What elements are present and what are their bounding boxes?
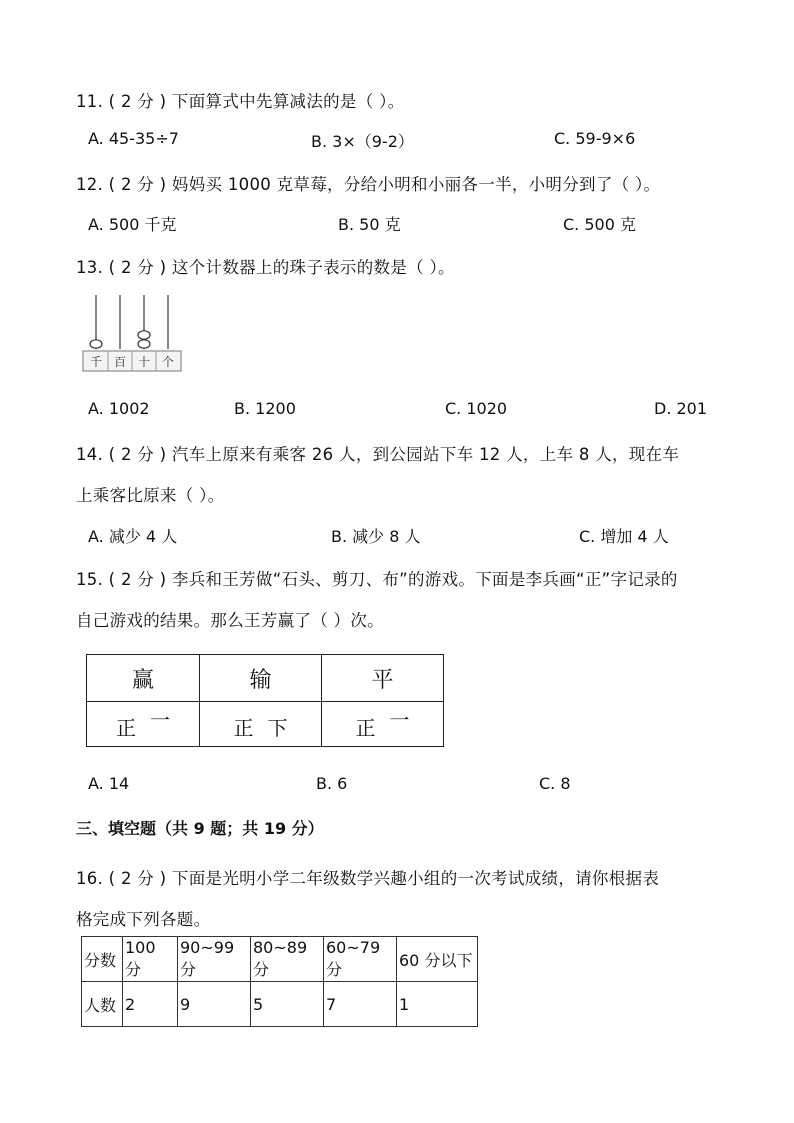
score-header-cell: 分数: [82, 937, 123, 982]
score-header-cell: 60 分以下: [397, 937, 478, 982]
section-title: 三、填空题（共 9 题；共 19 分）: [76, 819, 324, 838]
tally-header-lose: 输: [200, 655, 322, 702]
tally-mark-extra: 一: [389, 707, 410, 732]
score-header-cell: 60~79 分: [324, 937, 397, 982]
question-14-line2: 上乘客比原来（ ）。: [76, 486, 225, 505]
q12-option-c[interactable]: C. 500 克: [563, 215, 636, 234]
question-13-text: 13. ( 2 分 ) 这个计数器上的珠子表示的数是（ ）。: [76, 258, 455, 277]
abacus-bead: [90, 340, 102, 348]
q15-option-c[interactable]: C. 8: [539, 774, 571, 793]
q13-option-d[interactable]: D. 201: [654, 399, 708, 418]
score-count-cell: 1: [397, 982, 478, 1027]
table-row: [82, 937, 478, 982]
question-12-text: 12. ( 2 分 ) 妈妈买 1000 克草莓，分给小明和小丽各一半，小明分到了（ ）。: [76, 175, 661, 194]
score-count-cell: 5: [251, 982, 324, 1027]
tally-mark-main: 正: [355, 715, 376, 740]
q11-option-b[interactable]: B. 3×（9-2）: [311, 132, 414, 151]
q14-option-b[interactable]: B. 减少 8 人: [331, 527, 421, 546]
tally-cell-lose: [200, 702, 322, 747]
tally-header-win: 赢: [87, 655, 200, 702]
score-count-cell: 人数: [82, 982, 123, 1027]
q14-option-a[interactable]: A. 减少 4 人: [88, 527, 178, 546]
tally-mark-extra: 下: [267, 715, 288, 740]
abacus-label-ones: 个: [161, 355, 175, 369]
tally-table: [86, 654, 444, 747]
abacus-bead: [138, 331, 150, 339]
q12-option-a[interactable]: A. 500 千克: [88, 215, 177, 234]
tally-cell-win: [87, 702, 200, 747]
score-header-cell: 90~99 分: [178, 937, 251, 982]
tally-mark-main: 正: [233, 715, 254, 740]
q11-option-a[interactable]: A. 45-35÷7: [88, 129, 179, 148]
tally-cell-draw: [322, 702, 444, 747]
abacus-bead: [138, 340, 150, 348]
tally-mark-main: 正: [116, 715, 136, 740]
abacus-counter: [82, 293, 186, 375]
q14-option-c[interactable]: C. 增加 4 人: [579, 527, 669, 546]
tally-header-draw: 平: [322, 655, 444, 702]
score-count-cell: 9: [178, 982, 251, 1027]
abacus-label-tens: 十: [137, 355, 151, 369]
question-14-line1: 14. ( 2 分 ) 汽车上原来有乘客 26 人，到公园站下车 12 人，上车 8 人，现在车: [76, 445, 680, 464]
question-11-text: 11. ( 2 分 ) 下面算式中先算减法的是（ ）。: [76, 92, 405, 111]
question-16-line1: 16. ( 2 分 ) 下面是光明小学二年级数学兴趣小组的一次考试成绩，请你根据表: [76, 869, 660, 888]
abacus-label-thousands: 千: [89, 355, 103, 369]
q13-option-b[interactable]: B. 1200: [234, 399, 296, 418]
question-15-line2: 自己游戏的结果。那么王芳赢了（ ）次。: [76, 611, 384, 630]
q15-option-a[interactable]: A. 14: [88, 774, 130, 793]
question-15-line1: 15. ( 2 分 ) 李兵和王芳做“石头、剪刀、布”的游戏。下面是李兵画“正”字记录的: [76, 570, 678, 589]
score-count-cell: 2: [123, 982, 178, 1027]
tally-mark-extra: 一: [150, 707, 170, 732]
q11-option-c[interactable]: C. 59-9×6: [554, 129, 636, 148]
q15-option-b[interactable]: B. 6: [316, 774, 348, 793]
q13-option-a[interactable]: A. 1002: [88, 399, 150, 418]
score-header-cell: 80~89 分: [251, 937, 324, 982]
question-16-line2: 格完成下列各题。: [76, 910, 211, 929]
q13-option-c[interactable]: C. 1020: [445, 399, 508, 418]
score-table: [81, 936, 478, 1027]
score-header-cell: 100 分: [123, 937, 178, 982]
table-row: [82, 982, 478, 1027]
q12-option-b[interactable]: B. 50 克: [338, 215, 401, 234]
score-count-cell: 7: [324, 982, 397, 1027]
abacus-label-hundreds: 百: [113, 355, 127, 369]
